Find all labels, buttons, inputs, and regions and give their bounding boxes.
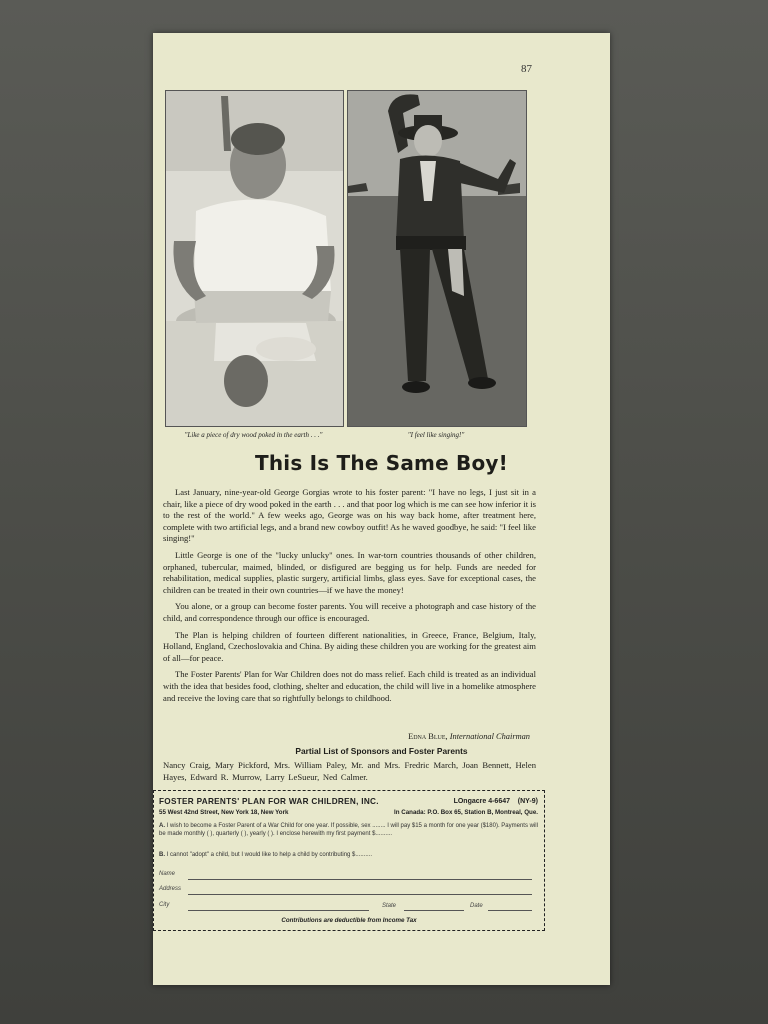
address-label: Address [159,886,182,892]
photo-boy-without-legs [165,90,344,427]
sponsors-list: Nancy Craig, Mary Pickford, Mrs. William Paley, Mr. and Mrs. Fredric March, Joan Bennett, Helen Hayes, Edward R. Murrow, Larry LeSueur, Ned Calmer. [163,760,536,782]
coupon-reference: (NY-9) [517,798,538,805]
state-field[interactable] [404,909,464,911]
page-number: 87 [521,63,532,75]
paragraph: The Plan is helping children of fourteen different nationalities, in Greece, France, Belgium, Italy, Holland, England, Czechoslovakia and China. By aiding these children you are working for the greatest aim of all—for peace. [163,629,536,663]
address-field[interactable] [188,893,532,895]
signature [408,732,530,741]
headline: This Is The Same Boy! [255,451,508,475]
paragraph: Little George is one of the "lucky unlucky" ones. In war-torn countries thousands of other children, orphaned, tubercular, maimed, blinded, or disfigured are begging us for help. Funds are needed for rehabilitation, medical supplies, plastic surgery, artificial limbs, glass eyes. Save for exceptional cases, the children can be treated in their own countries—if we have the money! [163,549,536,595]
paragraph: The Foster Parents' Plan for War Children does not do mass relief. Each child is treated as an individual with the idea that besides food, clothing, shelter and education, the child will live in a homelike atmosphere and receive the loving care that so rightfully belongs to childhood. [163,669,536,703]
date-label: Date [470,903,483,909]
name-field[interactable] [188,878,532,880]
coupon-address-ny: 55 West 42nd Street, New York 18, New York [159,809,289,816]
paragraph: Last January, nine-year-old George Gorgias wrote to his foster parent: "I have no legs, I just sit in a chair, like a piece of dry wood poked in the earth . . . and that poor log which is me can see how inferior it is to the rest of the world." A few weeks ago, George was on his way back home, after treatment here, complete with two artificial legs, and a brand new cowboy outfit! As he waved goodbye, he said: "I feel like singing!" [163,487,536,544]
coupon-address-canada: In Canada: P.O. Box 65, Station B, Montreal, Que. [394,809,538,816]
option-b-letter: B. [159,852,165,858]
photo-boy-cowboy-image [348,91,526,426]
photo-boy-without-legs-image [166,91,343,426]
photo-caption-right: "I feel like singing!" [407,431,465,439]
coupon-option-a[interactable] [159,823,539,838]
coupon-footnote: Contributions are deductible from Income Tax [281,917,417,924]
coupon-organization: FOSTER PARENTS' PLAN FOR WAR CHILDREN, INC. [159,797,379,806]
city-field[interactable] [188,909,369,911]
coupon-option-b[interactable] [159,852,539,860]
name-label: Name [159,871,176,877]
date-field[interactable] [488,909,532,911]
option-a-letter: A. [159,823,165,829]
signature-name: Edna Blue, [408,732,448,741]
photo-boy-cowboy [347,90,527,427]
photo-caption-left: "Like a piece of dry wood poked in the earth . . ." [184,431,323,439]
article-body [163,487,536,709]
city-label: City [159,902,170,908]
signature-role: International Chairman [449,732,530,741]
sponsors-title: Partial List of Sponsors and Foster Parents [295,746,468,756]
donation-coupon [153,790,545,931]
coupon-phone: LOngacre 4-6647 [453,798,510,805]
magazine-page [153,33,610,985]
option-b-text: I cannot "adopt" a child, but I would like to help a child by contributing $.......... [166,852,373,858]
state-label: State [382,903,397,909]
option-a-text: I wish to become a Foster Parent of a War Child for one year. If possible, sex ........ I will pay $15 a month for one year ($180). Payments will be made monthly ( ), quarterly ( ), yearly ( ). I enclose herewith my first payment $.......... [159,823,538,837]
paragraph: You alone, or a group can become foster parents. You will receive a photograph and case history of the child, and correspondence through our office is encouraged. [163,601,536,623]
